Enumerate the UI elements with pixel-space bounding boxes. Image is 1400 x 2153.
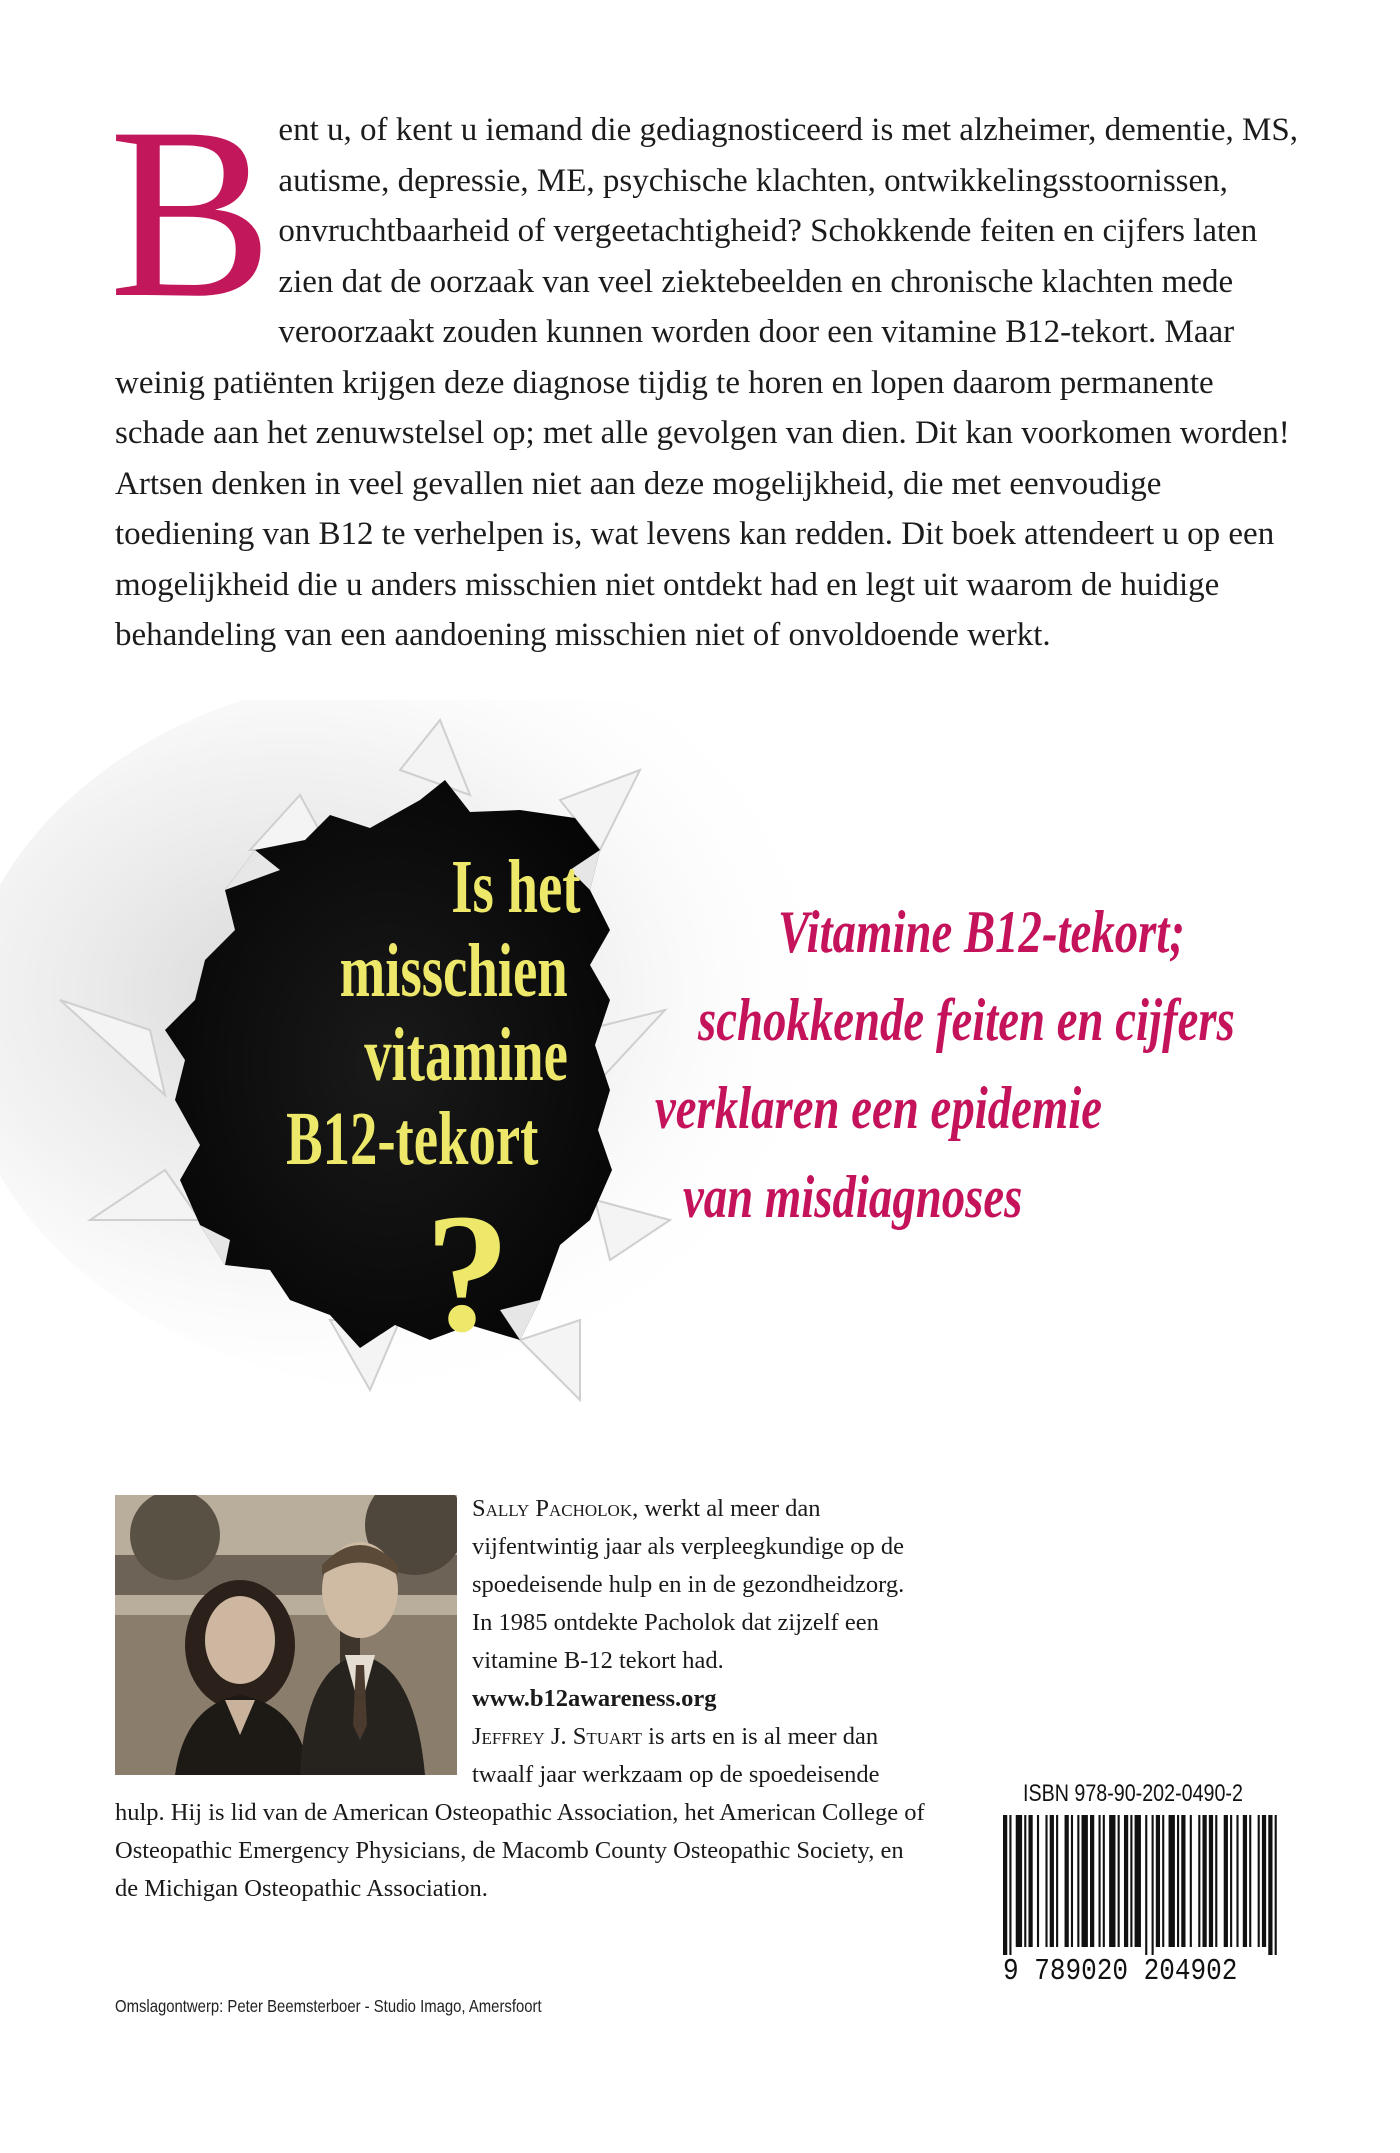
tagline-line: Vitamine B12-tekort; [778, 899, 1185, 965]
tagline-line: schokkende feiten en cijfers [698, 987, 1235, 1053]
barcode-bar [1082, 1815, 1088, 1947]
barcode-bar [1045, 1815, 1047, 1947]
barcode-bar [1224, 1815, 1228, 1947]
book-title-line: vitamine [364, 1013, 568, 1097]
barcode-bar [1028, 1815, 1032, 1947]
barcode-bar [1169, 1815, 1175, 1947]
book-title-line: B12-tekort [285, 1097, 538, 1181]
barcode-bar [1162, 1815, 1164, 1947]
barcode-bar [1024, 1815, 1026, 1947]
barcode-bar [1130, 1815, 1132, 1947]
intro-text: ent u, of kent u iemand die gediagnosticeerd is met alzheimer, dementie, MS, autisme, depressie, ME, psychische klachten, ontwikkelingsstoornissen, onvruchtbaarheid of vergeetachtigheid? Schokkende feiten en cijfers laten zien dat de oorzaak van veel ziektebeelden en chronische klachten mede veroorzaakt zouden kunnen worden door een vitamine B12-tekort. Maar weinig patiënten krijgen deze diagnose tijdig te horen en lopen daarom permanente schade aan het zenuwstelsel op; met alle gevolgen van dien. Dit kan voorkomen worden! Artsen denken in veel gevallen niet aan deze mogelijkheid, die met eenvoudige toediening van B12 te verhelpen is, wat levens kan redden. Dit boek attendeert u op een mogelijkheid die u anders misschien niet ontdekt had en legt uit waarom de huidige behandeling van een aandoening misschien niet of onvoldoende werkt. [115, 112, 1298, 653]
barcode-bar [1275, 1815, 1277, 1955]
barcode-bar [1003, 1815, 1007, 1955]
barcode-bar [1124, 1815, 1128, 1947]
barcode-bar [1249, 1815, 1251, 1947]
title-question-mark: ? [425, 1179, 510, 1367]
barcode-bar [1215, 1815, 1217, 1947]
barcode-bar [1181, 1815, 1185, 1947]
drop-cap: B [109, 77, 269, 348]
author-bio [115, 1490, 925, 1908]
author1-name: Sally Pacholok [472, 1495, 633, 1522]
barcode-bar [1190, 1815, 1192, 1947]
tagline-line: van misdiagnoses [683, 1164, 1023, 1230]
barcode-bar [1037, 1815, 1039, 1947]
isbn-label: ISBN 978-90-202-0490-2 [1023, 1780, 1243, 1807]
author2-bio: is arts en is al meer dan twaalf jaar werkzaam op de spoedeisende hulp. Hij is lid van de American Osteopathic Association, het American College of Osteopathic Emergency Physicians, de Macomb County Osteopathic Society, en de Michigan Osteopathic Association. [115, 1723, 925, 1902]
photo-text-wrap-spacer [115, 1490, 472, 1790]
barcode-bar [1103, 1815, 1105, 1947]
barcode-bar [1230, 1815, 1232, 1947]
barcode-bar [1156, 1815, 1160, 1947]
barcode-bar [1016, 1815, 1022, 1947]
barcode-bar [1152, 1815, 1154, 1955]
website-link[interactable]: www.b12awareness.org [472, 1685, 717, 1712]
barcode-digits: 9 789020 204902 [1003, 1954, 1238, 1989]
barcode-bar [1050, 1815, 1054, 1947]
barcode-bar [1135, 1815, 1141, 1947]
barcode-bar [1109, 1815, 1115, 1947]
barcode-bar [1071, 1815, 1073, 1947]
barcode-bars [1003, 1815, 1281, 1955]
barcode-bar [1065, 1815, 1069, 1947]
barcode-bar [1098, 1815, 1100, 1947]
barcode-bar [1090, 1815, 1094, 1947]
barcode-bar [1198, 1815, 1200, 1947]
barcode-bar [1209, 1815, 1213, 1947]
barcode-bar [1177, 1815, 1179, 1947]
barcode-bar [1202, 1815, 1206, 1947]
intro-paragraph [109, 77, 1300, 661]
author1-bio: , werkt al meer dan vijfentwintig jaar als verpleegkundige op de spoedeisende hulp en in de gezondheidzorg. In 1985 ontdekte Pacholok dat zijzelf een vitamine B-12 tekort had. [472, 1495, 905, 1674]
torn-paper-illustration [0, 700, 1400, 1460]
barcode-bar [1268, 1815, 1272, 1955]
barcode-bar [1145, 1815, 1147, 1955]
cover-design-credit: Omslagontwerp: Peter Beemsterboer - Studio Imago, Amersfoort [115, 1996, 542, 2016]
author2-name: Jeffrey J. Stuart [472, 1723, 643, 1750]
barcode-bar [1009, 1815, 1011, 1955]
barcode-bar [1262, 1815, 1266, 1947]
barcode-bar [1118, 1815, 1120, 1947]
barcode-bar [1236, 1815, 1238, 1947]
book-title-line: misschien [339, 929, 568, 1013]
barcode-bar [1258, 1815, 1260, 1947]
tagline-line: verklaren een epidemie [655, 1075, 1103, 1141]
barcode-bar [1077, 1815, 1079, 1947]
barcode-bar [1243, 1815, 1247, 1947]
book-title-line: Is het [450, 845, 580, 929]
barcode-bar [1056, 1815, 1058, 1947]
